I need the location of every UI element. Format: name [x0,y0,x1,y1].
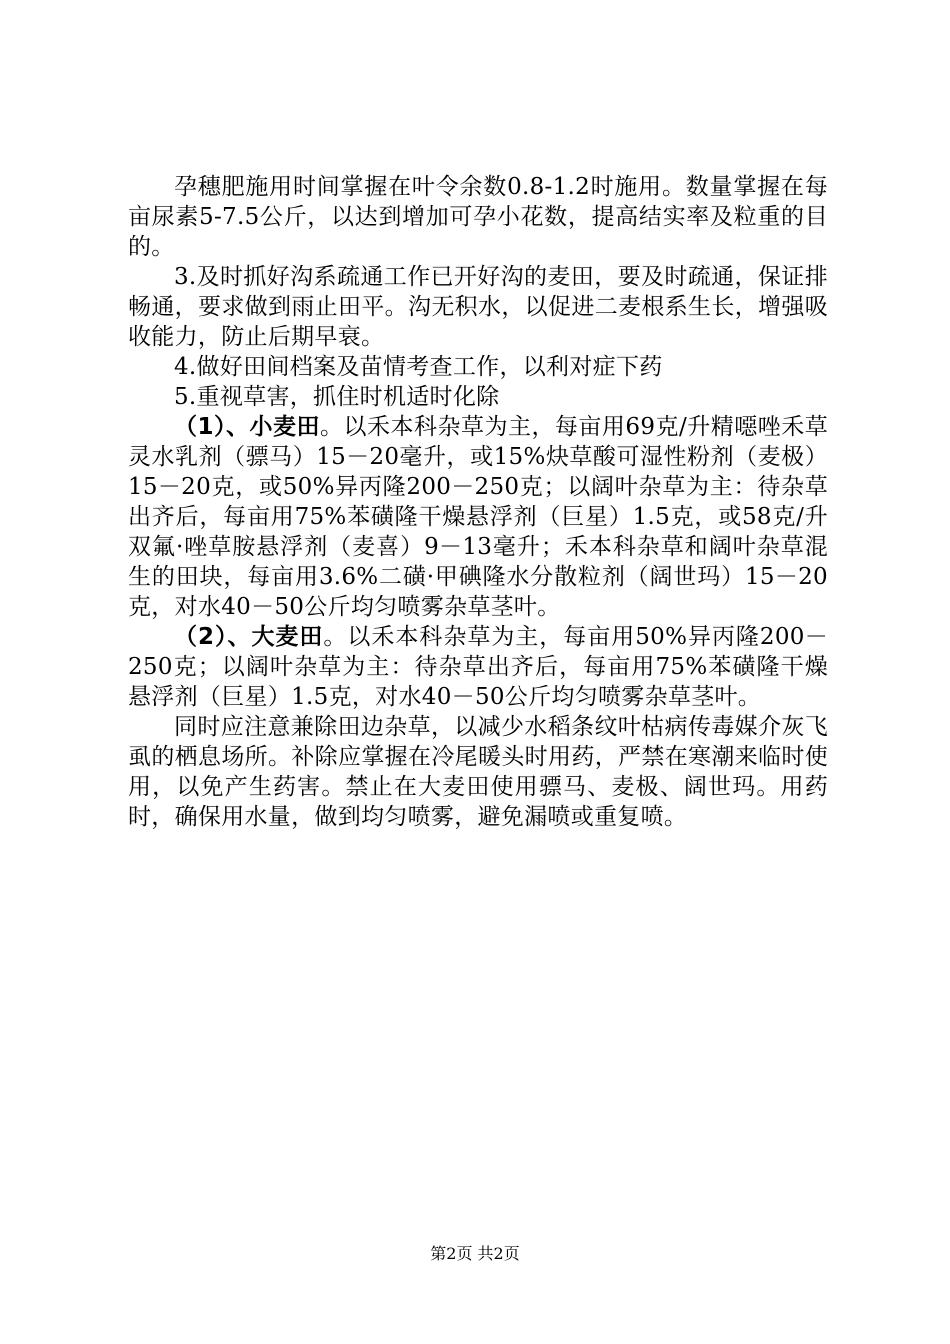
paragraph-weed-control: 5.重视草害，抓住时机适时化除 [174,384,500,410]
paragraph-field-edge-weeds: 同时应注意兼除田边杂草，以减少水稻条纹叶枯病传毒媒介灰飞虱的栖息场所。补除应掌握在冷尾暖头时用药，严禁在寒潮来临时使用，以免产生药害。禁止在大麦田使用骠马、麦极、阔世玛。用药时，确保用水量，做到均匀喷雾，避免漏喷或重复喷。 [128,714,828,830]
sub-heading-wheat-field: （1）、小麦田 [174,414,320,440]
paragraph-ditch-clearing: 3.及时抓好沟系疏通工作已开好沟的麦田，要及时疏通，保证排畅通，要求做到雨止田平。沟无积水，以促进二麦根系生长，增强吸收能力，防止后期早衰。 [128,264,828,350]
sub-heading-barley-field: （2）、大麦田 [174,624,324,650]
paragraph-field-records: 4.做好田间档案及苗情考查工作，以利对症下药 [174,354,663,380]
paragraph-barley-field-text: 。以禾本科杂草为主，每亩用50%异丙隆200－250克；以阔叶杂草为主：待杂草出齐后，每亩用75%苯磺隆干燥悬浮剂（巨星）1.5克，对水40－50公斤均匀喷雾杂草茎叶。 [128,624,829,710]
paragraph-barley-field [128,622,828,712]
document-body [128,172,828,832]
paragraph-wheat-field-text: 。以禾本科杂草为主，每亩用69克/升精噁唑禾草灵水乳剂（骠马）15－20毫升，或15%炔草酸可湿性粉剂（麦极）15－20克，或50%异丙隆200－250克；以阔叶杂草为主：待杂草出齐后，每亩用75%苯磺隆干燥悬浮剂（巨星）1.5克，或58克/升双氟·唑草胺悬浮剂（麦喜）9－13毫升；禾本科杂草和阔叶杂草混生的田块，每亩用3.6%二磺·甲碘隆水分散粒剂（阔世玛）15－20克，对水40－50公斤均匀喷雾杂草茎叶。 [128,414,829,620]
paragraph-wheat-field [128,412,828,622]
paragraph-topdressing: 孕穗肥施用时间掌握在叶令余数0.8-1.2时施用。数量掌握在每亩尿素5-7.5公斤，以达到增加可孕小花数，提高结实率及粒重的目的。 [128,174,828,260]
page-footer: 第2页 共2页 [430,1244,520,1263]
